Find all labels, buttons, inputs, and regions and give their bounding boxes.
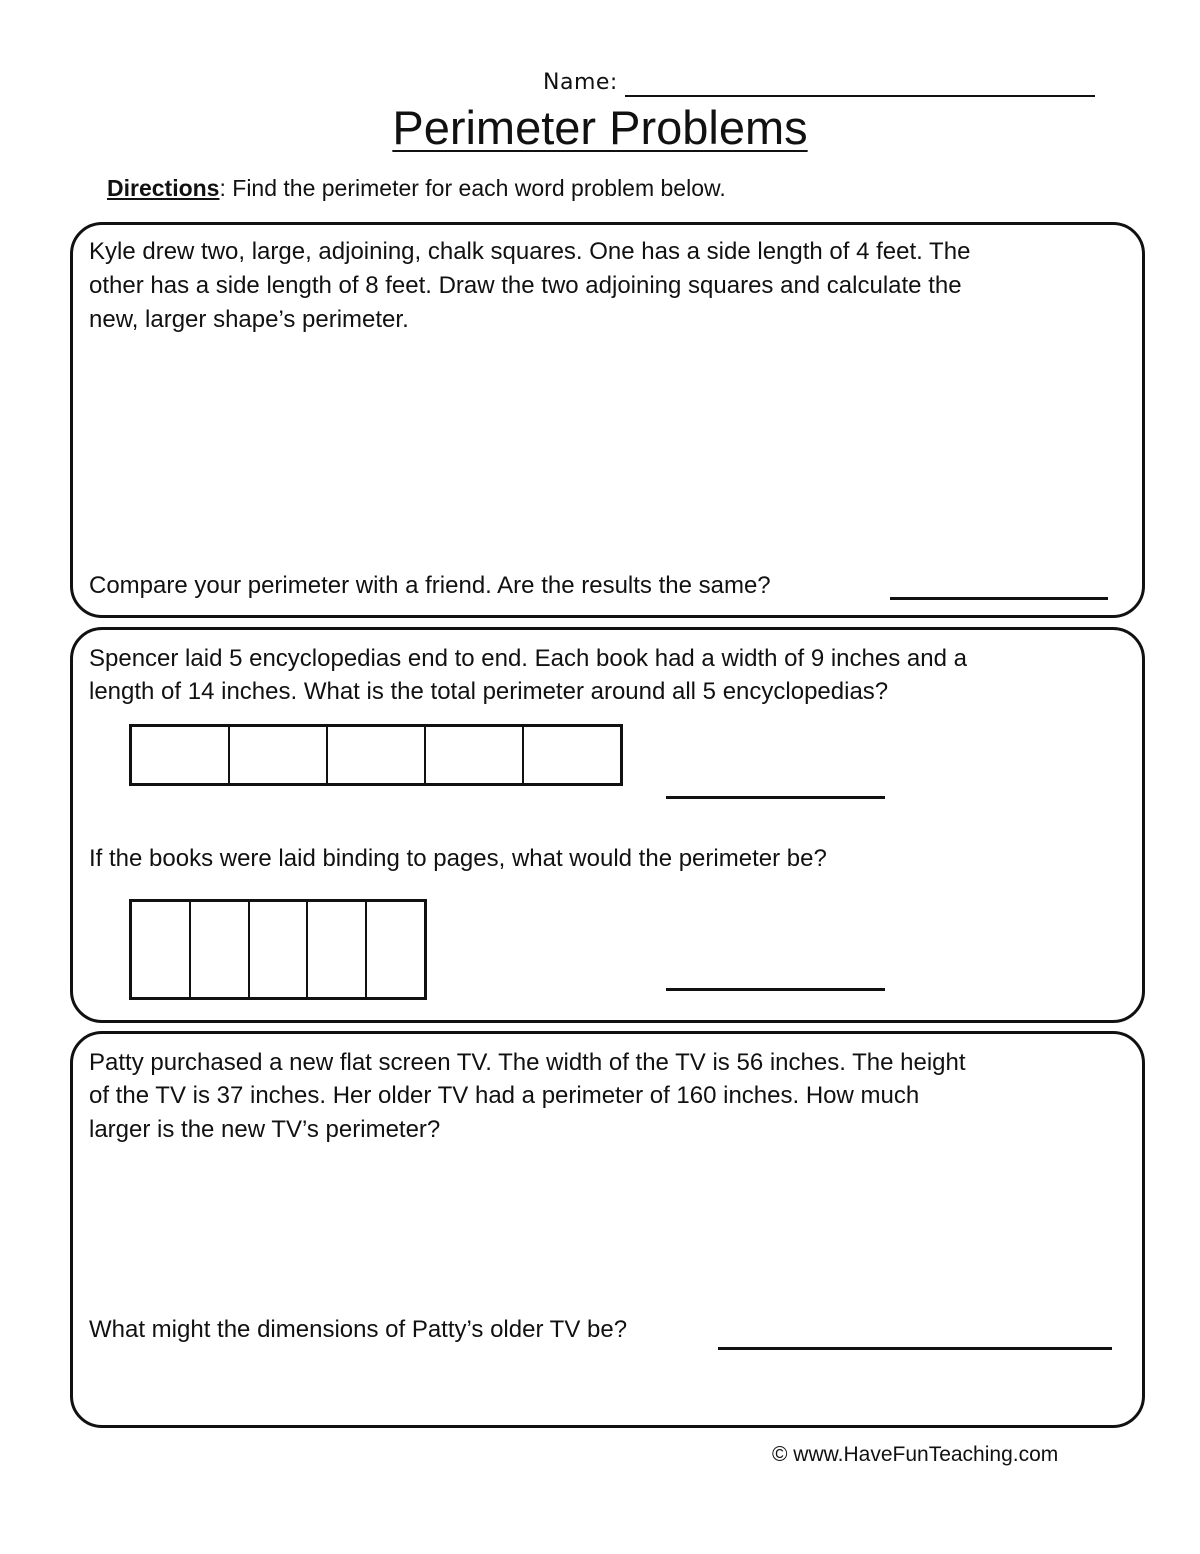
book-rectangle: [191, 902, 250, 997]
problem-2-line-2: length of 14 inches. What is the total perimeter around all 5 encyclopedias?: [89, 678, 889, 705]
book-rectangle: [250, 902, 309, 997]
problem-2-question: If the books were laid binding to pages, what would the perimeter be?: [89, 845, 827, 872]
book-rectangle: [426, 727, 524, 783]
book-rectangle: [328, 727, 426, 783]
page-title: [0, 98, 1200, 158]
problem-3-line-2: of the TV is 37 inches. Her older TV had a perimeter of 160 inches. How much: [89, 1082, 920, 1109]
problem-1-question: Compare your perimeter with a friend. Are the results the same?: [89, 572, 771, 599]
directions: [107, 174, 726, 202]
book-rectangle: [132, 727, 230, 783]
book-rectangle: [308, 902, 367, 997]
book-rectangle: [230, 727, 328, 783]
problem-2-line-1: Spencer laid 5 encyclopedias end to end. Each book had a width of 9 inches and a: [89, 645, 967, 672]
copyright-footer: © www.HaveFunTeaching.com: [772, 1443, 1059, 1466]
book-rectangle: [132, 902, 191, 997]
problem-1-line-2: other has a side length of 8 feet. Draw the two adjoining squares and calculate the: [89, 272, 962, 299]
problem-3-question: What might the dimensions of Patty’s older TV be?: [89, 1316, 628, 1343]
book-rectangle: [367, 902, 424, 997]
book-rectangle: [524, 727, 620, 783]
problem-3-line-3: larger is the new TV’s perimeter?: [89, 1116, 441, 1143]
name-answer-line[interactable]: [625, 95, 1095, 97]
directions-text: : Find the perimeter for each word problem below.: [219, 175, 726, 201]
page-title-text: Perimeter Problems: [392, 101, 808, 154]
problem-2b-answer-line[interactable]: [666, 988, 885, 991]
problem-3-answer-line[interactable]: [718, 1347, 1112, 1350]
problem-1-answer-line[interactable]: [890, 597, 1108, 600]
books-binding-to-pages-diagram: [129, 899, 427, 1000]
name-label: Name:: [543, 70, 618, 95]
books-end-to-end-diagram: [129, 724, 623, 786]
problem-1-line-3: new, larger shape’s perimeter.: [89, 306, 409, 333]
problem-1-line-1: Kyle drew two, large, adjoining, chalk squares. One has a side length of 4 feet. The: [89, 238, 971, 265]
directions-label: Directions: [107, 175, 220, 201]
problem-3-line-1: Patty purchased a new flat screen TV. The width of the TV is 56 inches. The height: [89, 1049, 966, 1076]
problem-2a-answer-line[interactable]: [666, 796, 885, 799]
